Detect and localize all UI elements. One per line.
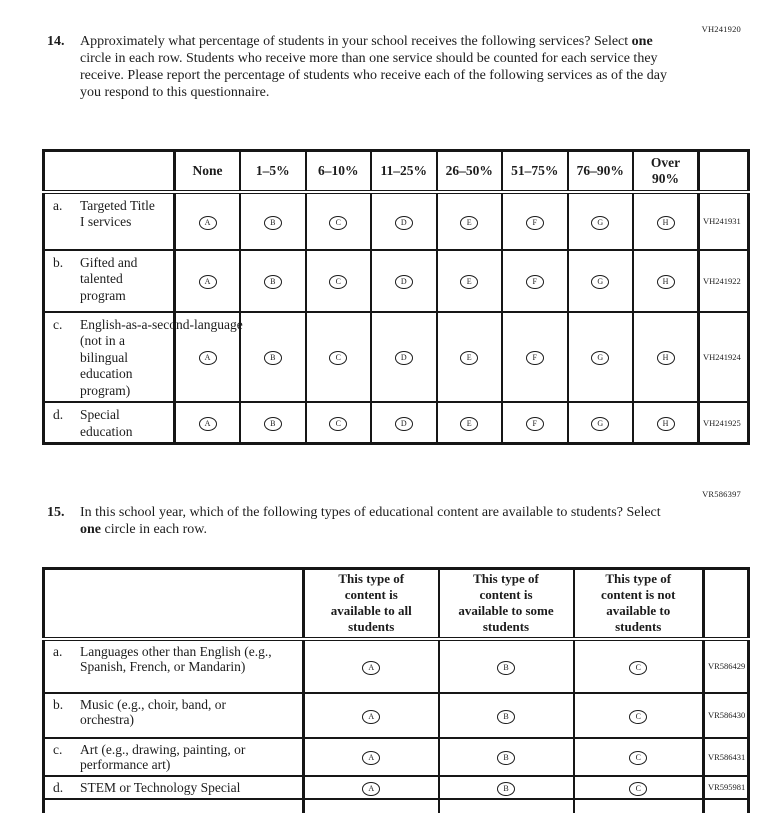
table-row-art <box>44 738 749 776</box>
row-letter: b. <box>53 696 64 712</box>
question-15 <box>47 504 680 538</box>
cutoff-cell <box>439 799 574 813</box>
column-header-not-available-label: This type of content is not available to students <box>601 571 676 635</box>
answer-circle-h[interactable]: H <box>657 417 675 431</box>
column-header-11-25: 11–25% <box>371 151 437 192</box>
cutoff-cell <box>704 799 749 813</box>
q15-header-code-blank <box>704 569 749 639</box>
question-15-text <box>80 504 680 538</box>
answer-circle-c[interactable]: C <box>629 751 647 765</box>
answer-circle-a[interactable]: A <box>362 751 380 765</box>
answer-circle-d[interactable]: D <box>395 275 413 289</box>
answer-circle-a[interactable]: A <box>199 275 217 289</box>
table-row-music <box>44 693 749 738</box>
column-header-6-10: 6–10% <box>306 151 372 192</box>
row-label <box>44 312 243 403</box>
answer-circle-b[interactable]: B <box>264 351 282 365</box>
row-label-text: Special education <box>80 407 133 439</box>
answer-circle-g[interactable]: G <box>591 351 609 365</box>
answer-circle-b[interactable]: B <box>497 751 515 765</box>
answer-circle-g[interactable]: G <box>591 216 609 230</box>
row-label-text: STEM or Technology Special <box>80 779 241 795</box>
answer-circle-a[interactable]: A <box>362 661 380 675</box>
q14-header-code-blank <box>699 151 749 192</box>
answer-circle-c[interactable]: C <box>629 782 647 796</box>
answer-circle-c[interactable]: C <box>329 275 347 289</box>
answer-circle-c[interactable]: C <box>329 417 347 431</box>
column-header-not-available <box>574 569 704 639</box>
row-letter: b. <box>53 254 64 270</box>
answer-circle-b[interactable]: B <box>264 216 282 230</box>
answer-circle-b[interactable]: B <box>264 275 282 289</box>
table-row-special-ed <box>44 402 749 444</box>
row-code: VH241925 <box>699 402 749 444</box>
answer-circle-b[interactable]: B <box>497 710 515 724</box>
row-label <box>44 693 304 738</box>
question-15-number: 15. <box>47 505 65 520</box>
answer-circle-f[interactable]: F <box>526 417 544 431</box>
answer-circle-a[interactable]: A <box>362 710 380 724</box>
question-14-text <box>80 33 680 101</box>
question-14-text-before: Approximately what percentage of students in your school receives the following services? Select <box>80 34 632 49</box>
column-header-available-some-label: This type of content is available to some students <box>458 571 554 635</box>
row-letter: a. <box>53 643 63 659</box>
row-label <box>44 639 304 693</box>
answer-circle-a[interactable]: A <box>199 351 217 365</box>
row-code: VR586431 <box>704 738 749 776</box>
row-label-text: Languages other than English (e.g., Spanish, French, or Mandarin) <box>80 643 272 674</box>
column-header-1-5: 1–5% <box>240 151 306 192</box>
row-letter: c. <box>53 316 63 332</box>
row-letter: d. <box>53 407 64 422</box>
question-14-code: VH241920 <box>701 24 741 34</box>
answer-circle-d[interactable]: D <box>395 417 413 431</box>
table-row-gifted <box>44 250 749 312</box>
q14-response-table <box>42 149 750 445</box>
column-header-none: None <box>175 151 241 192</box>
row-label-text: Targeted Title I services <box>80 197 155 229</box>
q15-header-row <box>44 569 749 639</box>
column-header-76-90: 76–90% <box>568 151 634 192</box>
q14-header-row <box>44 151 749 192</box>
question-15-code: VR586397 <box>702 489 741 499</box>
question-15-text-after: circle in each row. <box>101 522 207 537</box>
question-14-text-after: circle in each row. Students who receive more than one service should be counted for each service they receive. Please report the percentage of students who receive each of the following services as of the day you respond to this questionnaire. <box>80 51 667 100</box>
answer-circle-e[interactable]: E <box>460 275 478 289</box>
table-row-title1 <box>44 192 749 250</box>
answer-circle-f[interactable]: F <box>526 216 544 230</box>
row-label <box>44 250 175 312</box>
row-letter: a. <box>53 197 63 213</box>
row-letter: d. <box>53 779 64 795</box>
row-label-text: Art (e.g., drawing, painting, or performance art) <box>80 741 246 772</box>
question-15-text-before: In this school year, which of the following types of educational content are available to students? Select <box>80 505 661 520</box>
question-14 <box>47 33 680 101</box>
row-label <box>44 402 175 444</box>
answer-circle-b[interactable]: B <box>264 417 282 431</box>
column-header-51-75: 51–75% <box>502 151 568 192</box>
answer-circle-b[interactable]: B <box>497 661 515 675</box>
cutoff-cell <box>574 799 704 813</box>
row-label <box>44 776 304 799</box>
table-row-stem <box>44 776 749 799</box>
cutoff-cell <box>304 799 439 813</box>
column-header-available-all <box>304 569 439 639</box>
answer-circle-e[interactable]: E <box>460 417 478 431</box>
row-code: VH241922 <box>699 250 749 312</box>
answer-circle-d[interactable]: D <box>395 216 413 230</box>
answer-circle-g[interactable]: G <box>591 417 609 431</box>
question-15-text-bold: one <box>80 522 101 537</box>
answer-circle-a[interactable]: A <box>199 216 217 230</box>
answer-circle-f[interactable]: F <box>526 275 544 289</box>
column-header-over-90 <box>633 151 699 192</box>
q15-response-table <box>42 567 750 813</box>
answer-circle-a[interactable]: A <box>362 782 380 796</box>
answer-circle-c[interactable]: C <box>329 351 347 365</box>
row-code: VH241931 <box>699 192 749 250</box>
answer-circle-g[interactable]: G <box>591 275 609 289</box>
column-header-available-all-label: This type of content is available to all students <box>330 571 412 635</box>
table-row-languages <box>44 639 749 693</box>
answer-circle-h[interactable]: H <box>657 216 675 230</box>
answer-circle-e[interactable]: E <box>460 216 478 230</box>
question-14-number: 14. <box>47 34 65 49</box>
column-header-26-50: 26–50% <box>437 151 503 192</box>
row-code: VH241924 <box>699 312 749 403</box>
row-label <box>44 738 304 776</box>
row-code: VR586429 <box>704 639 749 693</box>
q14-header-blank <box>44 151 175 192</box>
answer-circle-h[interactable]: H <box>657 275 675 289</box>
row-code: VR586430 <box>704 693 749 738</box>
column-header-available-some <box>439 569 574 639</box>
answer-circle-a[interactable]: A <box>199 417 217 431</box>
row-label <box>44 192 175 250</box>
row-letter: c. <box>53 741 63 757</box>
row-label-text: (not in a bilingual education program) <box>80 333 133 398</box>
answer-circle-c[interactable]: C <box>629 710 647 724</box>
row-label-text: Music (e.g., choir, band, or orchestra) <box>80 696 227 727</box>
q15-header-blank <box>44 569 304 639</box>
answer-circle-f[interactable]: F <box>526 351 544 365</box>
answer-circle-c[interactable]: C <box>329 216 347 230</box>
row-code: VR595981 <box>704 776 749 799</box>
answer-circle-h[interactable]: H <box>657 351 675 365</box>
cutoff-cell <box>44 799 304 813</box>
answer-circle-c[interactable]: C <box>629 661 647 675</box>
column-header-over-90-label: Over 90% <box>650 154 681 186</box>
row-label-text: Gifted and talented program <box>80 254 138 303</box>
table-cutoff-row <box>44 799 749 813</box>
answer-circle-d[interactable]: D <box>395 351 413 365</box>
table-row-esl <box>44 312 749 403</box>
question-14-text-bold: one <box>631 34 653 49</box>
row-label-text-overflow: English-as-a-second-language <box>80 316 243 332</box>
answer-circle-b[interactable]: B <box>497 782 515 796</box>
answer-circle-e[interactable]: E <box>460 351 478 365</box>
